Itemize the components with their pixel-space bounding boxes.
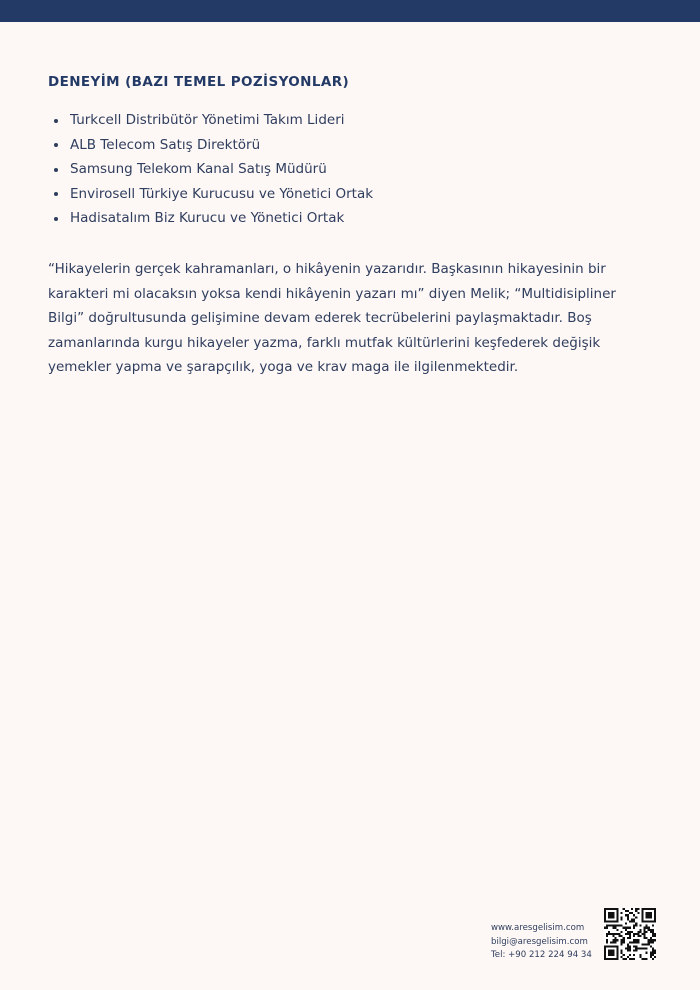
- list-item: [48, 206, 373, 231]
- position-label: Turkcell Distribütör Yönetimi Takım Lideri: [70, 112, 345, 128]
- phone-number: Tel: +90 212 224 94 34: [491, 950, 592, 961]
- list-item: [48, 133, 373, 158]
- bio-paragraph: “Hikayelerin gerçek kahramanları, o hikâyenin yazarıdır. Başkasının hikayesinin bir karakteri mi olacaksın yoksa kendi hikâyenin yazarı mı” diyen Melik; “Multidisipliner Bilgi” doğrultusunda gelişimine devam ederek tecrübelerini paylaşmaktadır. Boş zamanlarında kurgu hikayeler yazma, farklı mutfak kültürlerini keşfederek değişik yemekler yapma ve şarapçılık, yoga ve krav maga ile ilgilenmektedir.: [48, 261, 616, 375]
- website-link[interactable]: www.aresgelisim.com: [491, 923, 585, 933]
- header-bar: [0, 0, 700, 22]
- position-label: ALB Telecom Satış Direktörü: [70, 136, 261, 153]
- experience-heading: DENEYİM (BAZI TEMEL POZİSYONLAR): [48, 74, 350, 90]
- bullet-icon: [54, 119, 58, 123]
- list-item: [48, 108, 373, 133]
- bullet-icon: [54, 192, 58, 196]
- position-label: Hadisatalım Biz Kurucu ve Yönetici Ortak: [70, 210, 345, 226]
- list-item: [48, 182, 373, 207]
- list-item: [48, 157, 373, 182]
- contact-block: [491, 922, 592, 963]
- bullet-icon: [54, 168, 58, 172]
- qr-code-graphic: [604, 908, 656, 960]
- positions-list: [48, 108, 373, 231]
- qr-code-icon[interactable]: [604, 908, 656, 960]
- bullet-icon: [54, 217, 58, 221]
- position-label: Samsung Telekom Kanal Satış Müdürü: [70, 161, 327, 177]
- email-link[interactable]: bilgi@aresgelisim.com: [491, 936, 588, 947]
- bullet-icon: [54, 143, 58, 147]
- position-label: Envirosell Türkiye Kurucusu ve Yönetici Ortak: [70, 185, 374, 202]
